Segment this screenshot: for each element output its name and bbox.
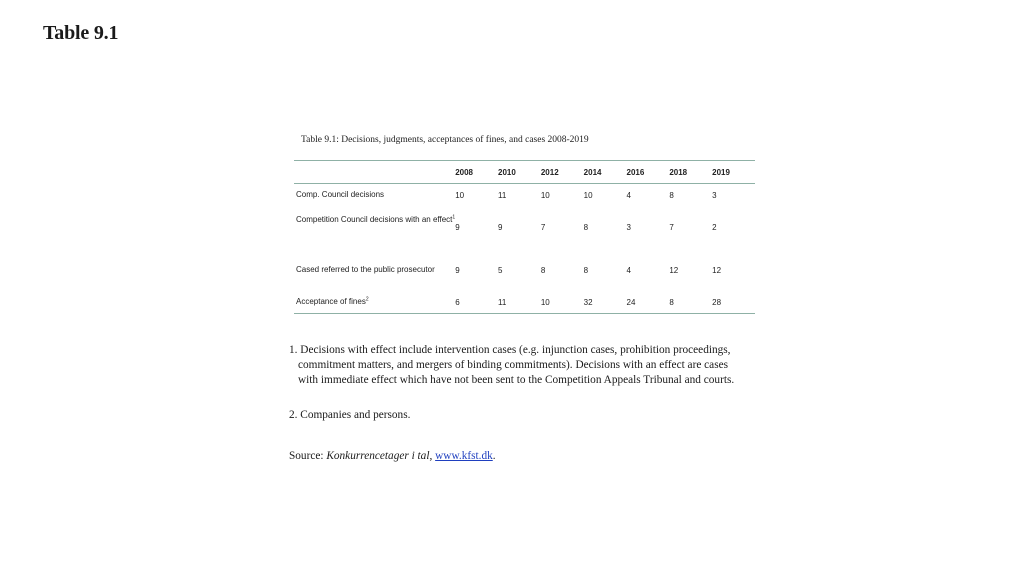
- row-label: Competition Council decisions with an effect$^1$: [296, 213, 456, 224]
- source-suffix: .: [492, 450, 496, 462]
- table-cell: 7: [669, 223, 674, 232]
- row-label: Comp. Council decisions: [296, 190, 385, 200]
- footnote-1-line-1: 1. Decisions with effect include intervention cases (e.g. injunction cases, prohibition proceedings,: [289, 344, 731, 356]
- table-cell: 2: [712, 223, 717, 232]
- table-cell: 9: [455, 265, 460, 275]
- table-cell: 8: [583, 265, 589, 275]
- source-publication: Konkurrencetager i tal,: [326, 450, 433, 462]
- header-empty-cell: [294, 161, 455, 184]
- source-link[interactable]: www.kfst.dk: [435, 450, 493, 462]
- year-header: 2014: [583, 167, 602, 177]
- table-cell: 24: [626, 297, 636, 307]
- table-caption: Table 9.1: Decisions, judgments, acceptances of fines, and cases 2008-2019: [301, 135, 589, 145]
- footnote-1-line-2: commitment matters, and mergers of binding commitments). Decisions with an effect are cases: [298, 359, 728, 371]
- table-row: [294, 184, 755, 207]
- table-cell: 11: [498, 297, 507, 307]
- row-label: Cased referred to the public prosecutor: [296, 265, 435, 274]
- table-cell: 32: [583, 297, 593, 307]
- data-table: [294, 160, 755, 314]
- table-cell: 3: [626, 223, 631, 232]
- year-header: 2018: [669, 167, 688, 177]
- table-cell: 3: [712, 190, 717, 200]
- table-cell: 12: [712, 265, 722, 275]
- year-header: 2012: [540, 167, 559, 177]
- table-cell: 4: [626, 190, 631, 200]
- table-cell: 12: [669, 265, 679, 275]
- year-header: 2016: [626, 167, 645, 177]
- row-label: Acceptance of fines$^2$: [296, 296, 369, 307]
- table-cell: 8: [540, 265, 546, 275]
- table-cell: 10: [540, 190, 550, 200]
- footnote-1: [289, 343, 789, 388]
- source-line: [289, 449, 496, 464]
- table-cell: 10: [540, 297, 550, 307]
- table-cell: 10: [455, 190, 465, 200]
- slide-title: Table 9.1: [43, 22, 119, 44]
- table-cell: 28: [712, 297, 722, 307]
- table-row: [294, 292, 755, 314]
- table-cell: 5: [498, 265, 503, 275]
- footnote-2: 2. Companies and persons.: [289, 409, 411, 421]
- table-cell: 10: [583, 190, 593, 200]
- table-cell: 11: [498, 190, 507, 200]
- year-header: 2019: [712, 167, 730, 177]
- footnote-1-line-3: with immediate effect which have not been sent to the Competition Appeals Tribunal and courts.: [298, 374, 735, 386]
- table-cell: 6: [455, 297, 460, 307]
- table-cell: 9: [455, 223, 460, 232]
- table-cell: 9: [498, 223, 503, 232]
- table-header-row: [294, 161, 755, 184]
- footnote-marker: 2: [365, 296, 369, 303]
- table-cell: 7: [540, 223, 546, 232]
- source-prefix: Source:: [289, 450, 327, 462]
- table-cell: 8: [583, 223, 589, 232]
- table-row: [294, 207, 755, 249]
- year-header: 2008: [455, 167, 473, 177]
- table-cell: 8: [669, 297, 674, 307]
- table-row: [294, 249, 755, 292]
- footnote-marker: 1: [452, 213, 456, 220]
- year-header: 2010: [498, 167, 516, 177]
- table-cell: 4: [626, 265, 631, 275]
- table-cell: 8: [669, 190, 674, 200]
